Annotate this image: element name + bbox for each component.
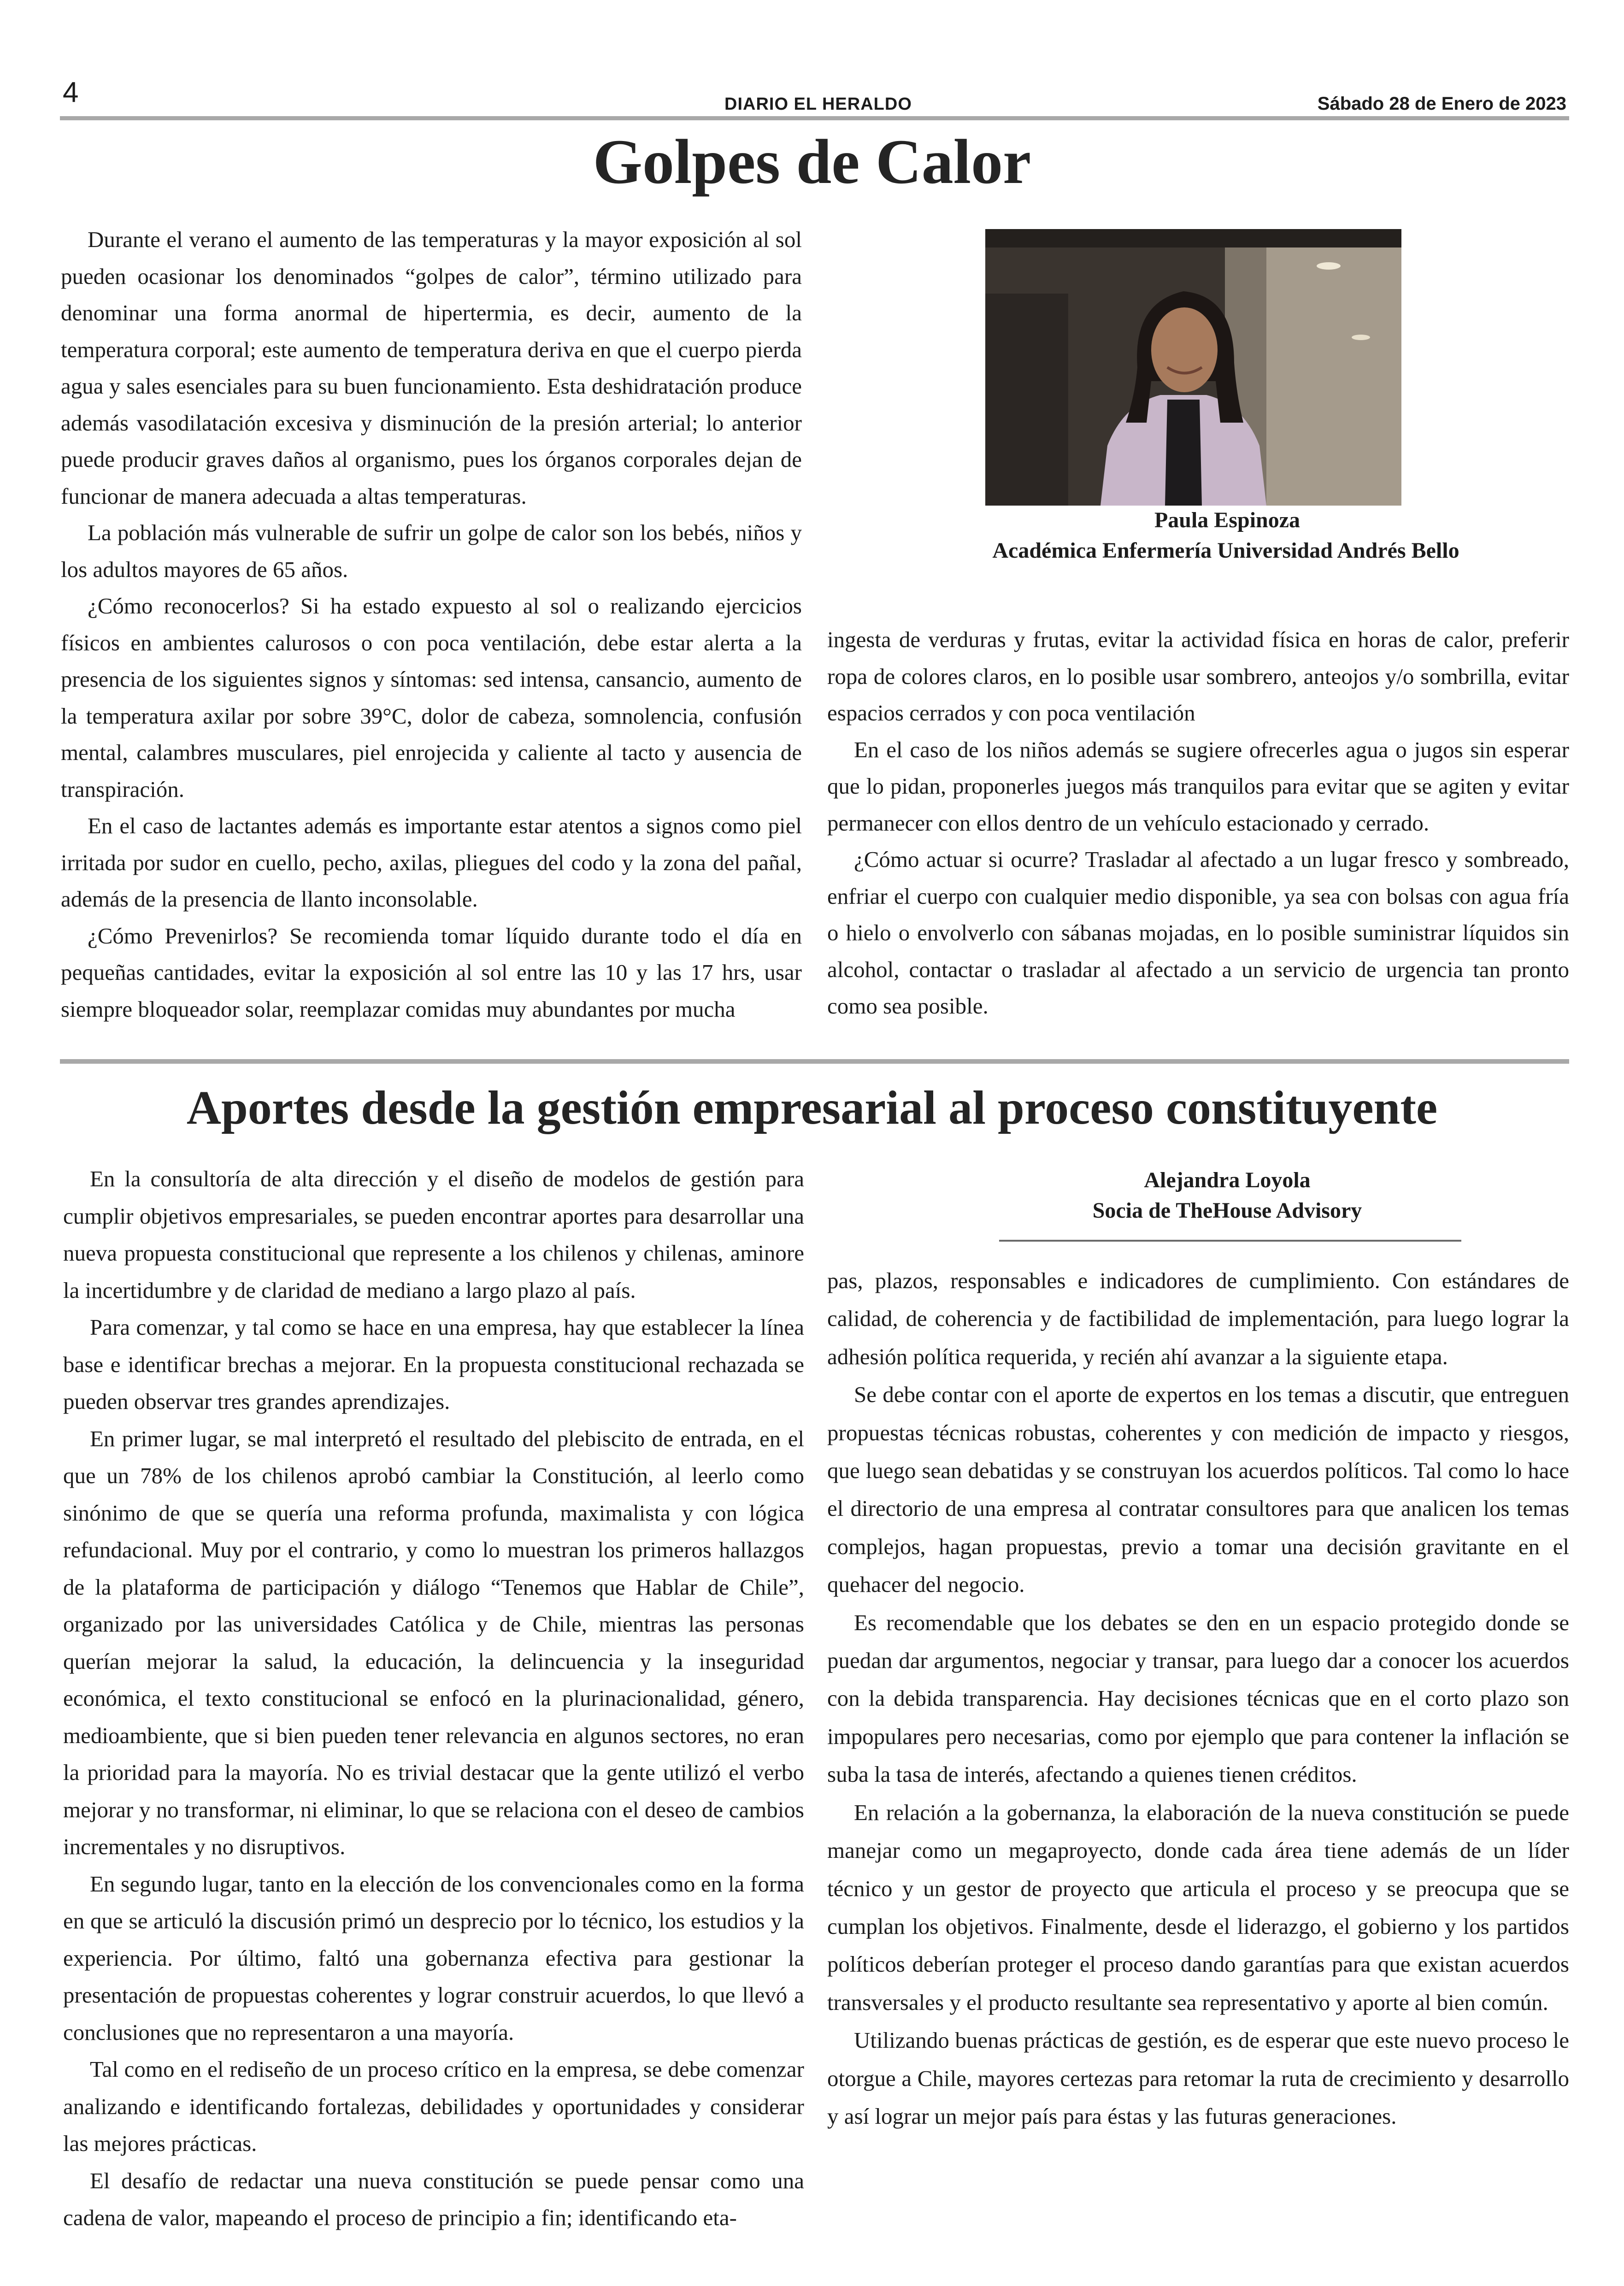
- article2-author-name: Alejandra Loyola: [1144, 1168, 1311, 1192]
- article1-column-left: [61, 221, 802, 1027]
- article1-paragraph: La población más vulnerable de sufrir un golpe de calor son los bebés, niños y los adultos mayores de 65 años.: [61, 520, 802, 582]
- article1-paragraph: ingesta de verduras y frutas, evitar la actividad física en horas de calor, preferir ropa de colores claros, en lo posible usar sombrero, anteojos y/o sombrilla, evitar espacios cerrados y con poca ventilación: [827, 627, 1569, 725]
- article1-paragraph: ¿Cómo reconocerlos? Si ha estado expuesto al sol o realizando ejercicios físicos en ambientes calurosos o con poca ventilación, debe estar alerta a la presencia de los siguientes signos y síntomas: sed intensa, cansancio, aumento de la temperatura axilar por sobre 39°C, dolor de cabeza, somnolencia, confusión mental, calambres musculares, piel enrojecida y caliente al tacto y ausencia de transpiración.: [61, 593, 802, 802]
- article1-author-role: Académica Enfermería Universidad Andrés Bello: [992, 538, 1459, 563]
- article1-author-name: Paula Espinoza: [1154, 508, 1300, 532]
- article2-paragraph: Se debe contar con el aporte de expertos en los temas a discutir, que entreguen propuestas técnicas robustas, coherentes y con medición de impacto y riesgos, que luego sean debatidas y se construyan los acuerdos políticos. Tal como lo hace el directorio de una empresa al contratar consultores para que analicen los temas complejos, hagan propuestas, previo a tomar una decisión gravitante en el quehacer del negocio.: [827, 1382, 1569, 1597]
- page-number: 4: [63, 77, 79, 108]
- article1-paragraph: En el caso de los niños además se sugiere ofrecerles agua o jugos sin esperar que lo pidan, proponerles juegos más tranquilos para evitar que se agiten y evitar permanecer con ellos dentro de un vehículo estacionado y cerrado.: [827, 736, 1569, 836]
- article2-paragraph: En primer lugar, se mal interpretó el resultado del plebiscito de entrada, en el que un 78% de los chilenos aprobó cambiar la Constitución, al leerlo como sinónimo de que se quería una reforma profunda, maximalista y con lógica refundacional. Muy por el contrario, y como lo muestran los primeros hallazgos de la plataforma de participación y diálogo “Tenemos que Hablar de Chile”, organizado por las universidades Católica y de Chile, mientras las personas querían mejorar la salud, la educación, la delincuencia y la inseguridad económica, el texto constitucional se enfocó en la plurinacionalidad, género, medioambiente, que si bien pueden tener relevancia en algunos sectores, no eran la prioridad para la mayoría. No es trivial destacar que la gente utilizó el verbo mejorar y no transformar, ni eliminar, lo que se relaciona con el deseo de cambios incrementales y no disruptivos.: [63, 1426, 804, 1859]
- article1-paragraph: ¿Cómo Prevenirlos? Se recomienda tomar líquido durante todo el día en pequeñas cantidades, evitar la exposición al sol entre las 10 y las 17 hrs, usar siempre bloqueador solar, reemplazar comidas muy abundantes por mucha: [61, 923, 802, 1022]
- author-photo: [985, 229, 1401, 506]
- article1-paragraph: En el caso de lactantes además es importante estar atentos a signos como piel irritada por sudor en cuello, pecho, axilas, pliegues del codo y la zona del pañal, además de la presencia de llanto inconsolable.: [61, 813, 802, 912]
- article1-paragraph: Durante el verano el aumento de las temperaturas y la mayor exposición al sol pueden ocasionar los denominados “golpes de calor”, término utilizado para denominar una forma anormal de hipertermia, es decir, aumento de la temperatura corporal; este aumento de temperatura deriva en que el cuerpo pierda agua y sales esenciales para su buen funcionamiento. Esta deshidratación produce además vasodilatación excesiva y disminución de la presión arterial; lo anterior puede producir graves daños al organismo, pues los órganos corporales dejan de funcionar de manera adecuada a altas temperaturas.: [61, 227, 802, 509]
- article2-paragraph: En la consultoría de alta dirección y el diseño de modelos de gestión para cumplir objetivos empresariales, se pueden encontrar aportes para desarrollar una nueva propuesta constitucional que represente a los chilenos y chilenas, aminore la incertidumbre y de claridad de mediano a largo plazo al país.: [63, 1166, 804, 1303]
- article2-paragraph: Para comenzar, y tal como se hace en una empresa, hay que establecer la línea base e identificar brechas a mejorar. En la propuesta constitucional rechazada se pueden observar tres grandes aprendizajes.: [63, 1314, 804, 1414]
- article2-title: Aportes desde la gestión empresarial al proceso constituyente: [186, 1081, 1438, 1134]
- article2-author-role: Socia de TheHouse Advisory: [1092, 1198, 1362, 1223]
- article1-title: Golpes de Calor: [593, 126, 1031, 197]
- newspaper-name: DIARIO EL HERALDO: [724, 94, 912, 114]
- article2-paragraph: pas, plazos, responsables e indicadores de cumplimiento. Con estándares de calidad, de coherencia y de factibilidad de implementación, para luego lograr la adhesión política requerida, y recién ahí avanzar a la siguiente etapa.: [827, 1268, 1569, 1369]
- portrait-photo-icon: [985, 229, 1401, 506]
- article2-paragraph: Es recomendable que los debates se den en un espacio protegido donde se puedan dar argumentos, negociar y transar, para luego dar a conocer los acuerdos con la debida transparencia. Hay decisiones técnicas que en el corto plazo son impopulares pero necesarias, como por ejemplo que para contener la inflación se suba la tasa de interés, afectando a quienes tienen créditos.: [827, 1609, 1569, 1787]
- article2-paragraph: Utilizando buenas prácticas de gestión, es de esperar que este nuevo proceso le otorgue a Chile, mayores certezas para retomar la ruta de crecimiento y desarrollo y así lograr un mejor país para éstas y las futuras generaciones.: [827, 2027, 1569, 2129]
- section-divider: [60, 1059, 1569, 1064]
- article2-column-right: [827, 1262, 1569, 2135]
- author-credit-rule: [999, 1240, 1461, 1242]
- article2-paragraph: El desafío de redactar una nueva constitución se puede pensar como una cadena de valor, mapeando el proceso de principio a fin; identificando eta-: [63, 2168, 804, 2230]
- article2-paragraph: En relación a la gobernanza, la elaboración de la nueva constitución se puede manejar como un megaproyecto, donde cada área tiene además de un líder técnico y un gestor de proyecto que articula el proceso y se preocupa que se cumplan los objetivos. Finalmente, desde el liderazgo, el gobierno y los partidos políticos deberían proteger el proceso dando garantías para que existan acuerdos transversales y el producto resultante sea representativo y aporte al bien común.: [827, 1799, 1569, 2015]
- issue-date: Sábado 28 de Enero de 2023: [1317, 94, 1566, 114]
- article1-column-right: [827, 621, 1569, 1025]
- header-rule: [60, 116, 1569, 120]
- article2-column-left: [63, 1161, 804, 2237]
- article1-paragraph: ¿Cómo actuar si ocurre? Trasladar al afectado a un lugar fresco y sombreado, enfriar el cuerpo con cualquier medio disponible, ya sea con bolsas con agua fría o hielo o envolverlo con sábanas mojadas, en lo posible suministrar líquidos sin alcohol, contactar o trasladar al afectado a un servicio de urgencia tan pronto como sea posible.: [827, 847, 1569, 1019]
- article2-paragraph: Tal como en el rediseño de un proceso crítico en la empresa, se debe comenzar analizando e identificando fortalezas, debilidades y oportunidades y considerar las mejores prácticas.: [63, 2056, 804, 2156]
- article2-paragraph: En segundo lugar, tanto en la elección de los convencionales como en la forma en que se articuló la discusión primó un desprecio por lo técnico, los estudios y la experiencia. Por último, faltó una gobernanza efectiva para gestionar la presentación de propuestas coherentes y lograr construir acuerdos, lo que llevó a conclusiones que no representaron a una mayoría.: [63, 1871, 804, 2045]
